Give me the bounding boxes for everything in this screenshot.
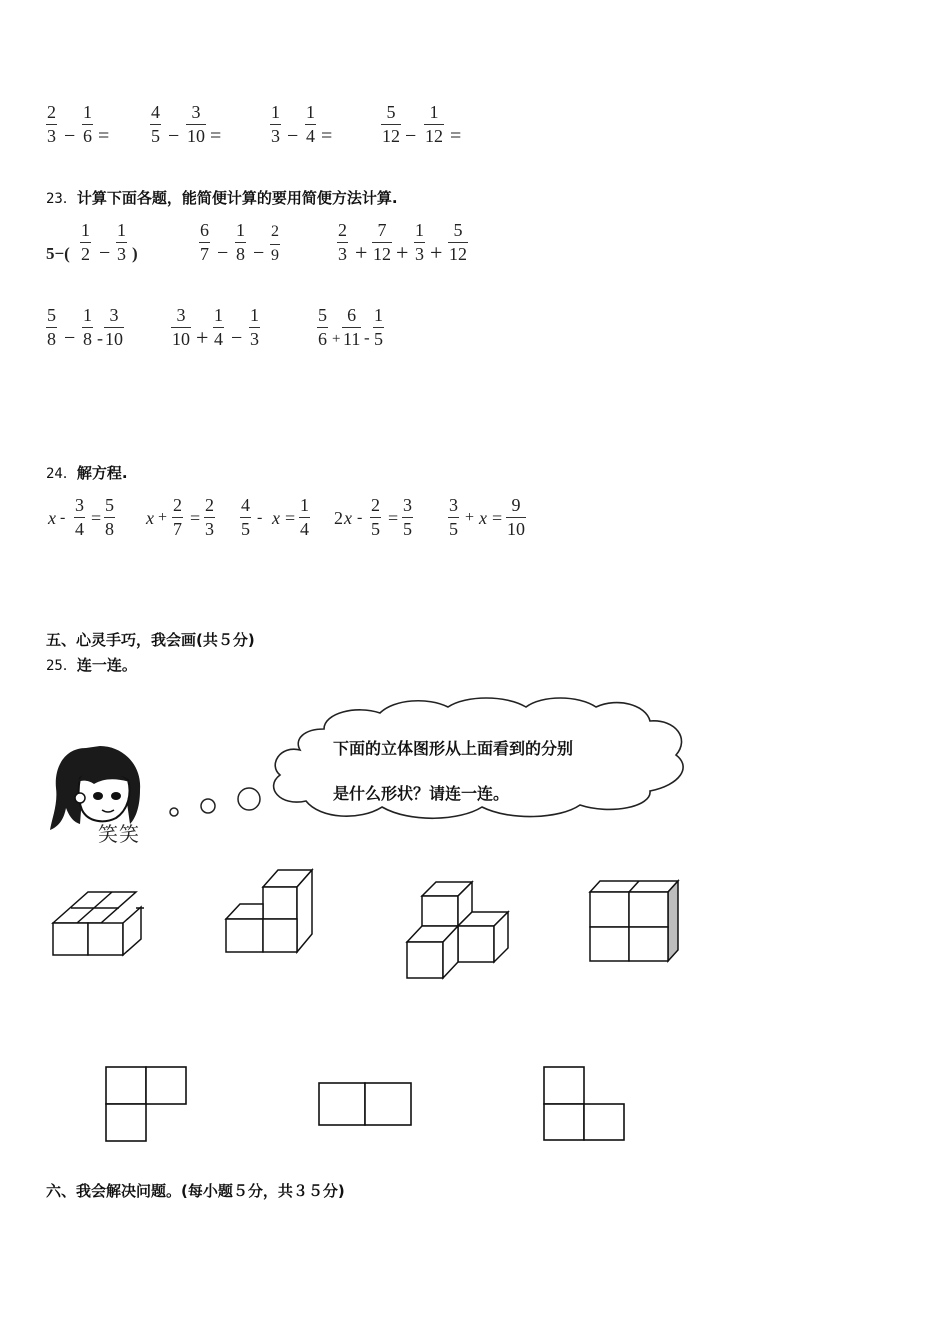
section-5-title: 五、心灵手巧，我会画(共５分) — [46, 631, 255, 649]
fraction: 3 10 — [187, 102, 205, 146]
front-cube — [88, 923, 123, 955]
question-23-heading: 23．计算下面各题，能简便计算的要用简便方法计算. — [46, 189, 398, 207]
fraction: 3 10 — [172, 305, 190, 349]
cube — [422, 896, 458, 926]
cube — [629, 927, 668, 961]
minus-sign: − — [168, 125, 180, 147]
top-view-2 — [314, 1078, 418, 1132]
equals-sign: = — [388, 508, 399, 528]
solid-figure-4 — [584, 874, 684, 966]
fraction: 5 12 — [449, 220, 467, 264]
fraction: 6 11 — [343, 305, 361, 349]
cloud-text-line-1: 下面的立体图形从上面看到的分别 — [333, 739, 574, 758]
section-6-title: 六、我会解决问题。(每小题５分，共３５分) — [46, 1182, 345, 1200]
equals-sign: = — [98, 125, 110, 147]
solid-figure-2 — [218, 862, 328, 962]
fraction: 1 8 — [236, 220, 245, 264]
plus-sign: + — [465, 509, 475, 526]
prefix-text: 5−( — [46, 244, 70, 263]
fraction: 1 4 — [300, 495, 309, 539]
plus-sign: + — [396, 240, 409, 265]
top-view-3 — [538, 1062, 630, 1148]
square — [319, 1083, 365, 1125]
cube — [629, 892, 668, 927]
fraction: 2 9 — [271, 223, 279, 264]
solid-figure-3 — [398, 872, 516, 984]
equals-sign: = — [450, 125, 462, 147]
square — [544, 1067, 584, 1104]
square — [544, 1104, 584, 1140]
fraction: 2 3 — [47, 102, 56, 146]
fraction: 3 4 — [75, 495, 84, 539]
minus-sign: - — [257, 509, 263, 526]
minus-sign: − — [64, 125, 76, 147]
top-face — [226, 904, 263, 919]
variable-x: x — [344, 508, 352, 528]
fraction: 1 3 — [117, 220, 126, 264]
minus-sign: - — [357, 509, 363, 526]
large-bubble — [238, 788, 260, 810]
top-view-1 — [100, 1062, 192, 1148]
equals-sign: = — [190, 508, 201, 528]
side-face — [668, 881, 678, 961]
minus-sign: − — [217, 242, 229, 264]
square — [365, 1083, 411, 1125]
side-face — [123, 907, 141, 955]
plus-sign: + — [430, 240, 443, 265]
cube — [263, 887, 297, 919]
fraction: 2 5 — [371, 495, 380, 539]
question-25-heading: 25．连一连。 — [46, 656, 137, 674]
square — [146, 1067, 186, 1104]
minus-sign: - — [60, 509, 66, 526]
fraction: 1 3 — [271, 102, 280, 146]
solid-figure-1 — [40, 880, 155, 965]
cube — [263, 919, 297, 952]
square — [584, 1104, 624, 1140]
small-bubble — [170, 808, 178, 816]
fraction: 1 4 — [306, 102, 315, 146]
left-eye — [93, 792, 103, 800]
thought-bubbles — [160, 780, 270, 830]
cloud-text-line-2: 是什么形状？请连一连。 — [333, 784, 510, 803]
minus-sign: − — [287, 125, 299, 147]
minus-sign: - — [97, 328, 103, 348]
fraction: 5 8 — [105, 495, 114, 539]
variable-x: x — [146, 508, 154, 528]
fraction: 1 3 — [415, 220, 424, 264]
minus-sign: − — [99, 242, 111, 264]
equals-sign: = — [492, 508, 503, 528]
question-24-heading: 24．解方程. — [46, 464, 128, 482]
cube — [458, 926, 494, 962]
plus-sign: + — [332, 331, 341, 347]
fraction: 2 7 — [173, 495, 182, 539]
fraction: 9 10 — [507, 495, 525, 539]
thought-cloud — [260, 695, 694, 825]
plus-sign: + — [196, 325, 209, 350]
fraction: 1 4 — [214, 305, 223, 349]
minus-sign: − — [231, 327, 243, 349]
fraction: 2 3 — [338, 220, 347, 264]
fraction: 1 3 — [250, 305, 259, 349]
fraction: 5 6 — [318, 305, 327, 349]
character-name-label: 笑笑 — [98, 822, 140, 846]
fraction: 3 10 — [105, 305, 123, 349]
fraction: 5 12 — [382, 102, 400, 146]
ear — [75, 793, 85, 803]
fraction: 6 7 — [200, 220, 209, 264]
square — [106, 1104, 146, 1141]
plus-sign: + — [355, 240, 368, 265]
cube — [407, 942, 443, 978]
equals-sign: = — [321, 125, 333, 147]
variable-x: x — [272, 508, 280, 528]
fraction: 1 5 — [374, 305, 383, 349]
minus-sign: − — [405, 125, 417, 147]
fraction: 1 12 — [425, 102, 443, 146]
fraction: 4 5 — [241, 495, 250, 539]
minus-sign: − — [64, 327, 76, 349]
cube — [590, 927, 629, 961]
fraction: 1 6 — [83, 102, 92, 146]
square — [106, 1067, 146, 1104]
variable-x: x — [48, 508, 56, 528]
minus-sign: − — [253, 242, 265, 264]
fraction: 1 2 — [81, 220, 90, 264]
fraction: 1 8 — [83, 305, 92, 349]
equals-sign: = — [285, 508, 296, 528]
suffix-text: ) — [132, 244, 138, 263]
fraction: 4 5 — [151, 102, 160, 146]
front-cube — [53, 923, 88, 955]
cube — [226, 919, 263, 952]
equals-sign: = — [91, 508, 102, 528]
fraction: 2 3 — [205, 495, 214, 539]
fraction: 5 8 — [47, 305, 56, 349]
fraction: 7 12 — [373, 220, 391, 264]
fraction: 3 5 — [403, 495, 412, 539]
right-eye — [111, 792, 121, 800]
plus-sign: + — [158, 509, 168, 526]
coefficient: 2 — [334, 508, 343, 528]
variable-x: x — [479, 508, 487, 528]
fraction: 3 5 — [449, 495, 458, 539]
cube — [590, 892, 629, 927]
equals-sign: = — [210, 125, 222, 147]
medium-bubble — [201, 799, 215, 813]
minus-sign: - — [364, 328, 370, 347]
